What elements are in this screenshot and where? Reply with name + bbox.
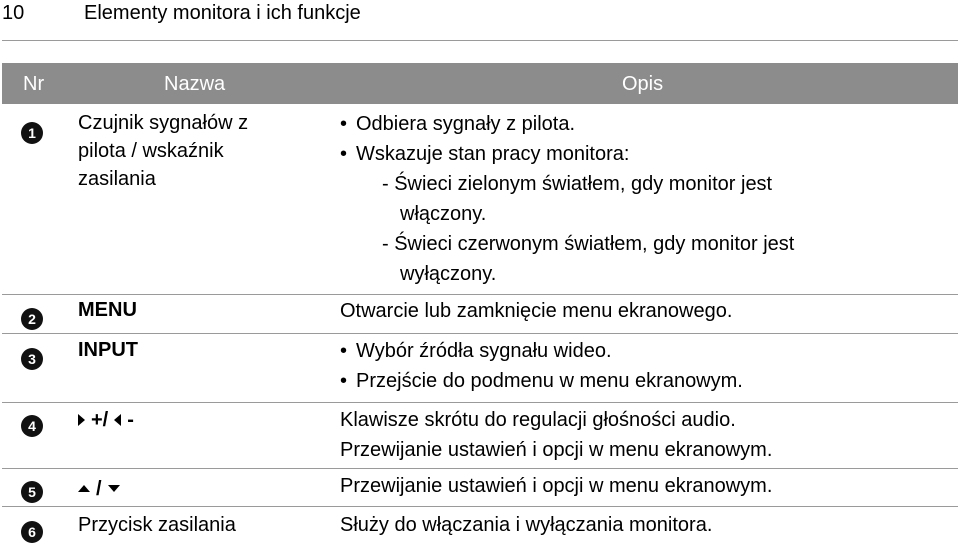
- row-name: [78, 406, 318, 434]
- row-name-line: zasilania: [78, 168, 156, 190]
- row-name: INPUT: [78, 339, 138, 361]
- page-title: Elementy monitora i ich funkcje: [84, 2, 361, 24]
- header-divider: [2, 40, 958, 41]
- column-header-nazwa: Nazwa: [164, 73, 226, 95]
- desc-sub-item-cont: włączony.: [400, 203, 487, 225]
- row-divider: [2, 506, 958, 507]
- arrow-separator: /: [96, 477, 102, 500]
- triangle-down-icon: [108, 485, 120, 492]
- row-name: [78, 472, 318, 503]
- row-number-badge: 1: [21, 122, 43, 144]
- row-description: [340, 336, 952, 396]
- row-number-badge: 6: [21, 521, 43, 543]
- triangle-right-icon: [78, 414, 85, 426]
- page-number: 10: [2, 2, 25, 24]
- desc-line: Klawisze skrótu do regulacji głośności audio.: [340, 409, 736, 431]
- row-description: [340, 109, 952, 289]
- desc-bullet: • Wskazuje stan pracy monitora:: [340, 139, 952, 169]
- desc-sub-item-cont: wyłączony.: [400, 263, 497, 285]
- row-divider: [2, 402, 958, 403]
- row-description: [340, 405, 952, 465]
- row-divider: [2, 468, 958, 469]
- desc-bullet: • Odbiera sygnały z pilota.: [340, 109, 952, 139]
- row-name: Przycisk zasilania: [78, 514, 236, 536]
- volume-plus-label: +/: [91, 409, 109, 431]
- row-divider: [2, 294, 958, 295]
- page-header: [0, 0, 960, 30]
- row-description: Służy do włączania i wyłączania monitora.: [340, 514, 713, 536]
- row-divider: [2, 333, 958, 334]
- column-header-nr: Nr: [23, 73, 45, 95]
- row-number-badge: 3: [21, 348, 43, 370]
- row-number-badge: 5: [21, 481, 43, 503]
- column-header-opis: Opis: [622, 73, 664, 95]
- row-description: Otwarcie lub zamknięcie menu ekranowego.: [340, 300, 733, 322]
- row-name-line: pilota / wskaźnik: [78, 140, 224, 162]
- desc-sub-item: - Świeci zielonym światłem, gdy monitor jest: [382, 173, 773, 195]
- desc-sub-item: - Świeci czerwonym światłem, gdy monitor jest: [382, 233, 795, 255]
- row-name: MENU: [78, 299, 137, 321]
- volume-minus-label: -: [127, 409, 134, 431]
- table-header: [2, 63, 958, 104]
- triangle-left-icon: [114, 414, 121, 426]
- row-number-badge: 4: [21, 415, 43, 437]
- row-description: Przewijanie ustawień i opcji w menu ekranowym.: [340, 475, 773, 497]
- row-name: [78, 109, 318, 193]
- desc-bullet: • Wybór źródła sygnału wideo.: [340, 336, 952, 366]
- desc-line: Przewijanie ustawień i opcji w menu ekranowym.: [340, 439, 773, 461]
- row-number-badge: 2: [21, 308, 43, 330]
- row-name-line: Czujnik sygnałów z: [78, 112, 249, 134]
- desc-bullet: • Przejście do podmenu w menu ekranowym.: [340, 366, 952, 396]
- triangle-up-icon: [78, 485, 90, 492]
